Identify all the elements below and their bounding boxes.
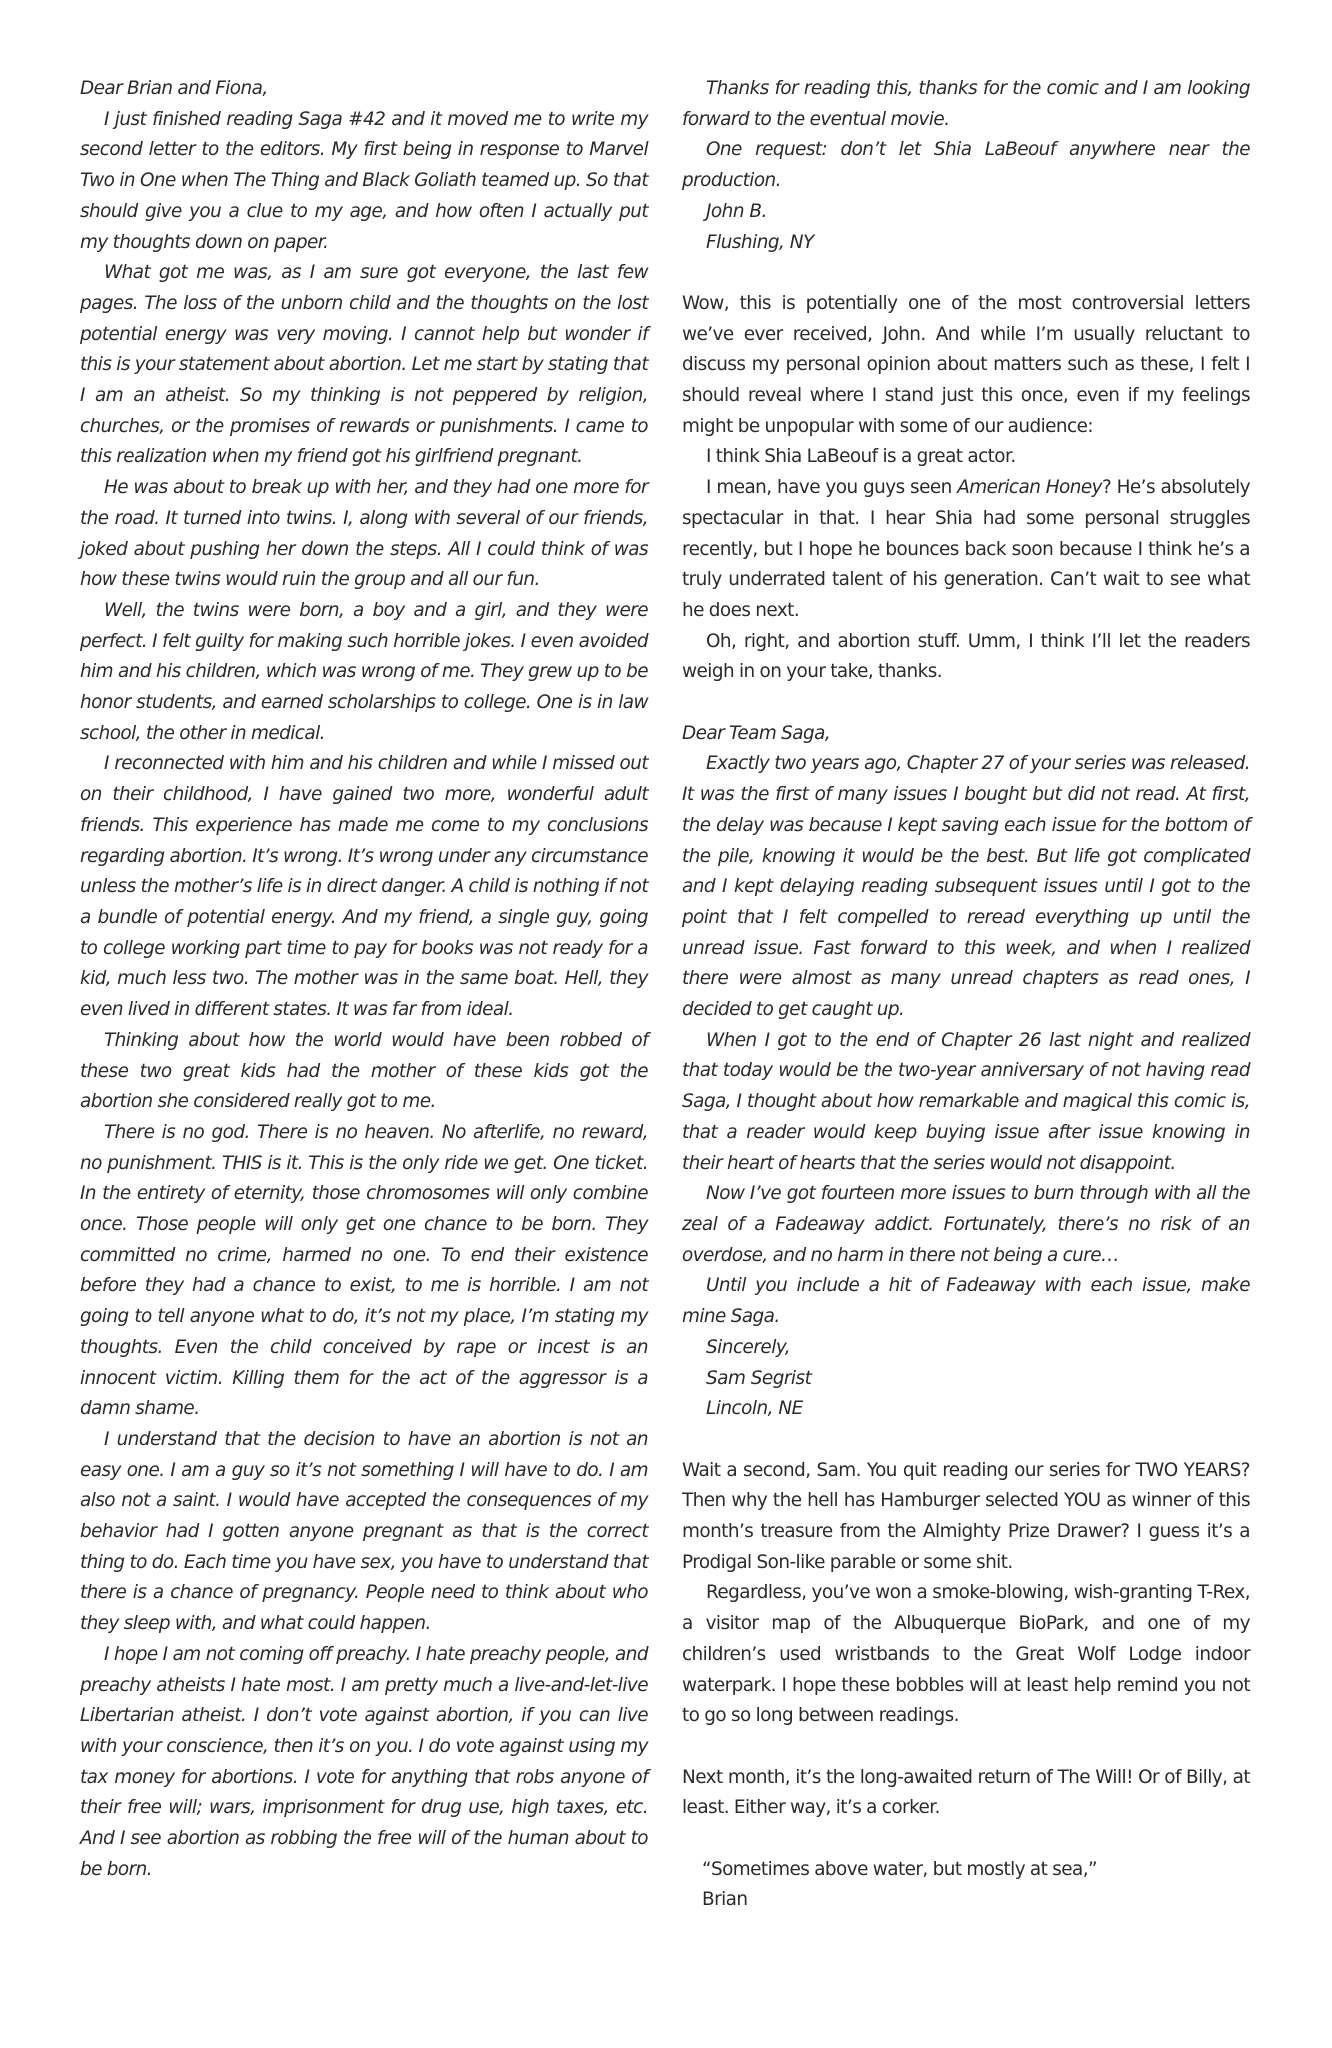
closing-signoff: Brian (702, 1889, 748, 1911)
left-column (80, 74, 648, 1885)
letter-paragraph: When I got to the end of Chapter 26 last night and realized that today would be the two-year anniversary of not having read Saga, I thought about how remarkable and magical this comic is, that a reader would keep buying issue after issue knowing in their heart of hearts that the series would not disappoint. (682, 1029, 1250, 1174)
letter-paragraph: I hope I am not coming off preachy. I hate preachy people, and preachy atheists I hate most. I am pretty much a live-and-let-live Libertarian atheist. I don’t vote against abortion, if you can live with your conscience, then it’s on you. I do vote against using my tax money for abortions. I vote for anything that robs anyone of their free will; wars, imprisonment for drug use, high taxes, etc. And I see abortion as robbing the free will of the human about to be born. (80, 1643, 648, 1880)
spacer (682, 258, 1250, 289)
letter-paragraph: Well, the twins were born, a boy and a girl, and they were perfect. I felt guilty for making such horrible jokes. I even avoided him and his children, which was wrong of me. They grew up to be honor students, and earned scholarships to college. One is in law school, the other in medical. (80, 599, 648, 744)
letter-paragraph: He was about to break up with her, and they had one more for the road. It turned into twins. I, along with several of our friends, joked about pushing her down the steps. All I could think of was how these twins would ruin the group and all our fun. (80, 477, 648, 591)
closing-quote: “Sometimes above water, but mostly at sea,” (702, 1858, 1097, 1880)
letter-signature-name: John B. (706, 200, 767, 222)
editor-reply: I think Shia LaBeouf is a great actor. (706, 446, 1016, 468)
spacer (682, 1732, 1250, 1763)
letter-paragraph: One request: don’t let Shia LaBeouf anywhere near the production. (682, 139, 1250, 192)
next-month-note: Next month, it’s the long-awaited return of The Will! Or of Billy, at least. Either way, it’s a corker. (682, 1766, 1250, 1819)
letter-signature-location: Flushing, NY (706, 231, 814, 253)
letter-signature-name: Sam Segrist (706, 1367, 812, 1389)
spacer (682, 688, 1250, 719)
letter-salutation: Dear Brian and Fiona, (80, 78, 268, 99)
spacer (682, 1824, 1250, 1855)
letter-paragraph: There is no god. There is no heaven. No afterlife, no reward, no punishment. THIS is it. This is the only ride we get. One ticket. In the entirety of eternity, those chromosomes will only combine once. Those people will only get one chance to be born. They committed no crime, harmed no one. To end their existence before they had a chance to exist, to me is horrible. I am not going to tell anyone what to do, it’s not my place, I’m stating my thoughts. Even the child conceived by rape or incest is an innocent victim. Killing them for the act of the aggressor is a damn shame. (80, 1121, 648, 1420)
letter-signoff: Sincerely, (706, 1336, 791, 1358)
letter-paragraph: I just finished reading Saga #42 and it moved me to write my second letter to the editors. My first being in response to Marvel Two in One when The Thing and Black Goliath teamed up. So that should give you a clue to my age, and how often I actually put my thoughts down on paper. (80, 108, 648, 253)
editor-reply: Wait a second, Sam. You quit reading our series for TWO YEARS? Then why the hell has Hamburger selected YOU as winner of this month’s treasure from the Almighty Prize Drawer? I guess it’s a Prodigal Son-like parable or some shit. (682, 1459, 1250, 1573)
editor-reply: Oh, right, and abortion stuff. Umm, I think I’ll let the readers weigh in on your take, thanks. (682, 630, 1250, 683)
letter-paragraph: Exactly two years ago, Chapter 27 of your series was released. It was the first of many issues I bought but did not read. At first, the delay was because I kept saving each issue for the bottom of the pile, knowing it would be the best. But life got complicated and I kept delaying reading subsequent issues until I got to the point that I felt compelled to reread everything up until the unread issue. Fast forward to this week, and when I realized there were almost as many unread chapters as read ones, I decided to get caught up. (682, 753, 1250, 1021)
letter-paragraph: I reconnected with him and his children and while I missed out on their childhood, I have gained two more, wonderful adult friends. This experience has made me come to my conclusions regarding abortion. It’s wrong. It’s wrong under any circumstance unless the mother’s life is in direct danger. A child is nothing if not a bundle of potential energy. And my friend, a single guy, going to college working part time to pay for books was not ready for a kid, much less two. The mother was in the same boat. Hell, they even lived in different states. It was far from ideal. (80, 753, 648, 1021)
letter-paragraph: What got me was, as I am sure got everyone, the last few pages. The loss of the unborn child and the thoughts on the lost potential energy was very moving. I cannot help but wonder if this is your statement about abortion. Let me start by stating that I am an atheist. So my thinking is not peppered by religion, churches, or the promises of rewards or punishments. I came to this realization when my friend got his girlfriend pregnant. (80, 262, 648, 468)
letter-signature-location: Lincoln, NE (706, 1398, 803, 1420)
editor-reply (682, 473, 1250, 627)
letter-paragraph: Thinking about how the world would have been robbed of these two great kids had the mother of these kids got the abortion she considered really got to me. (80, 1029, 648, 1113)
letter-paragraph: Thanks for reading this, thanks for the comic and I am looking forward to the eventual movie. (682, 78, 1250, 130)
letter-paragraph: I understand that the decision to have an abortion is not an easy one. I am a guy so it’s not something I will have to do. I am also not a saint. I would have accepted the consequences of my behavior had I gotten anyone pregnant as that is the correct thing to do. Each time you have sex, you have to understand that there is a chance of pregnancy. People need to think about who they sleep with, and what could happen. (80, 1428, 648, 1635)
editor-reply: Regardless, you’ve won a smoke-blowing, wish-granting T-Rex, a visitor map of the Albuquerque BioPark, and one of my children’s used wristbands to the Great Wolf Lodge indoor waterpark. I hope these bobbles will at least help remind you not to go so long between readings. (682, 1582, 1250, 1727)
letter-paragraph: Now I’ve got fourteen more issues to burn through with all the zeal of a Fadeaway addict. Fortunately, there’s no risk of an overdose, and no harm in there not being a cure… (682, 1183, 1250, 1266)
reply-text: ? He’s absolutely spectacular in that. I hear Shia had some personal struggles recently, but I hope he bounces back soon because I think he’s a truly underrated talent of his generation. Can’t wait to see what he does next. (682, 477, 1251, 621)
letter-paragraph: Until you include a hit of Fadeaway with each issue, make mine Saga. (682, 1275, 1250, 1328)
reply-text: I mean, have you guys seen (706, 477, 958, 499)
right-column (682, 74, 1250, 1916)
spacer (682, 1425, 1250, 1456)
film-title: American Honey (957, 477, 1102, 499)
letter-salutation: Dear Team Saga, (682, 722, 831, 744)
editor-reply: Wow, this is potentially one of the most controversial letters we’ve ever received, John. And while I’m usually reluctant to discuss my personal opinion about matters such as these, I felt I should reveal where I stand just this once, even if my feelings might be unpopular with some of our audience: (682, 292, 1250, 437)
